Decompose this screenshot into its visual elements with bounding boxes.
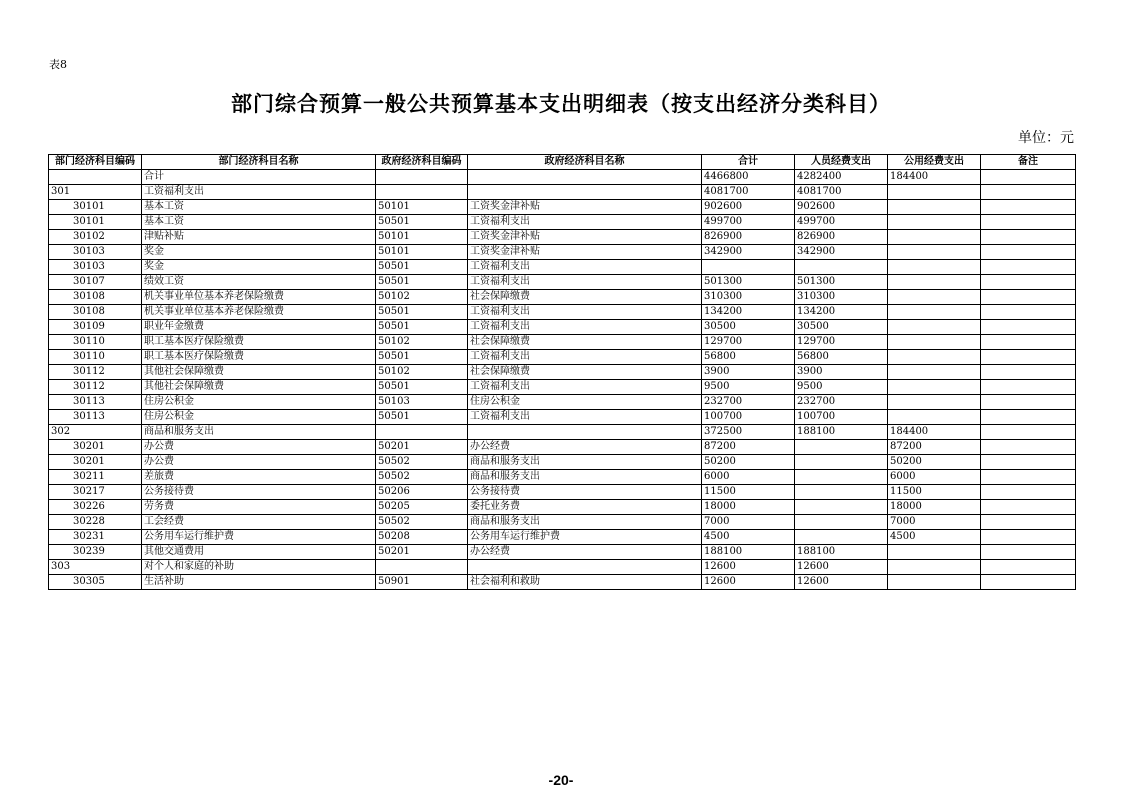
table-row [49, 260, 1076, 275]
gov-name-cell: 工资福利支出 [468, 275, 702, 290]
dept-code-cell: 30103 [49, 260, 142, 275]
dept-code-cell: 30101 [49, 200, 142, 215]
personnel-cell: 499700 [795, 215, 888, 230]
total-cell: 501300 [702, 275, 795, 290]
column-header: 备注 [981, 155, 1076, 170]
table-row [49, 425, 1076, 440]
dept-name-cell: 津贴补贴 [142, 230, 376, 245]
note-cell [981, 305, 1076, 320]
table-row [49, 230, 1076, 245]
gov-name-cell: 公务接待费 [468, 485, 702, 500]
gov-name-cell: 委托业务费 [468, 500, 702, 515]
gov-name-cell [468, 185, 702, 200]
gov-code-cell: 50201 [376, 545, 468, 560]
public-cell [888, 245, 981, 260]
personnel-cell: 100700 [795, 410, 888, 425]
table-row [49, 455, 1076, 470]
gov-code-cell: 50501 [376, 260, 468, 275]
personnel-cell: 4282400 [795, 170, 888, 185]
dept-code-cell: 30211 [49, 470, 142, 485]
gov-code-cell: 50102 [376, 290, 468, 305]
dept-name-cell: 职工基本医疗保险缴费 [142, 350, 376, 365]
dept-name-cell: 对个人和家庭的补助 [142, 560, 376, 575]
total-cell: 129700 [702, 335, 795, 350]
gov-code-cell: 50102 [376, 335, 468, 350]
gov-name-cell: 工资福利支出 [468, 305, 702, 320]
public-cell [888, 230, 981, 245]
gov-name-cell: 工资福利支出 [468, 260, 702, 275]
personnel-cell: 188100 [795, 545, 888, 560]
note-cell [981, 170, 1076, 185]
personnel-cell: 3900 [795, 365, 888, 380]
dept-code-cell: 30201 [49, 440, 142, 455]
personnel-cell: 310300 [795, 290, 888, 305]
total-cell: 310300 [702, 290, 795, 305]
note-cell [981, 380, 1076, 395]
personnel-cell: 134200 [795, 305, 888, 320]
dept-code-cell: 30110 [49, 335, 142, 350]
column-header: 政府经济科目名称 [468, 155, 702, 170]
column-header: 部门经济科目名称 [142, 155, 376, 170]
public-cell [888, 395, 981, 410]
table-row [49, 365, 1076, 380]
total-cell: 30500 [702, 320, 795, 335]
note-cell [981, 275, 1076, 290]
gov-code-cell [376, 185, 468, 200]
table-row [49, 575, 1076, 590]
note-cell [981, 485, 1076, 500]
note-cell [981, 530, 1076, 545]
public-cell [888, 290, 981, 305]
dept-code-cell: 30101 [49, 215, 142, 230]
public-cell [888, 335, 981, 350]
personnel-cell: 826900 [795, 230, 888, 245]
dept-name-cell: 绩效工资 [142, 275, 376, 290]
gov-name-cell [468, 170, 702, 185]
dept-code-cell: 30201 [49, 455, 142, 470]
total-cell: 12600 [702, 575, 795, 590]
personnel-cell [795, 500, 888, 515]
gov-name-cell: 公务用车运行维护费 [468, 530, 702, 545]
total-cell: 56800 [702, 350, 795, 365]
total-cell [702, 260, 795, 275]
note-cell [981, 545, 1076, 560]
note-cell [981, 290, 1076, 305]
public-cell [888, 410, 981, 425]
personnel-cell: 188100 [795, 425, 888, 440]
dept-code-cell: 301 [49, 185, 142, 200]
public-cell: 184400 [888, 425, 981, 440]
dept-name-cell: 差旅费 [142, 470, 376, 485]
public-cell [888, 350, 981, 365]
public-cell [888, 365, 981, 380]
dept-code-cell: 30107 [49, 275, 142, 290]
dept-name-cell: 基本工资 [142, 215, 376, 230]
gov-name-cell: 工资福利支出 [468, 380, 702, 395]
note-cell [981, 335, 1076, 350]
total-cell: 188100 [702, 545, 795, 560]
personnel-cell [795, 440, 888, 455]
personnel-cell [795, 455, 888, 470]
public-cell [888, 380, 981, 395]
gov-name-cell: 工资福利支出 [468, 215, 702, 230]
dept-code-cell: 30113 [49, 395, 142, 410]
public-cell [888, 575, 981, 590]
column-header: 人员经费支出 [795, 155, 888, 170]
public-cell: 50200 [888, 455, 981, 470]
public-cell [888, 560, 981, 575]
personnel-cell: 501300 [795, 275, 888, 290]
table-row [49, 395, 1076, 410]
gov-name-cell: 工资奖金津补贴 [468, 245, 702, 260]
total-cell: 134200 [702, 305, 795, 320]
unit-label: 单位：元 [1018, 130, 1074, 146]
dept-name-cell: 办公费 [142, 440, 376, 455]
total-cell: 4466800 [702, 170, 795, 185]
column-header: 部门经济科目编码 [49, 155, 142, 170]
gov-name-cell: 社会保障缴费 [468, 290, 702, 305]
dept-code-cell: 30109 [49, 320, 142, 335]
total-cell: 7000 [702, 515, 795, 530]
dept-code-cell: 30226 [49, 500, 142, 515]
total-cell: 342900 [702, 245, 795, 260]
gov-code-cell: 50101 [376, 230, 468, 245]
dept-name-cell: 劳务费 [142, 500, 376, 515]
personnel-cell: 56800 [795, 350, 888, 365]
gov-name-cell: 工资奖金津补贴 [468, 230, 702, 245]
total-cell: 12600 [702, 560, 795, 575]
table-row [49, 485, 1076, 500]
dept-code-cell: 30112 [49, 380, 142, 395]
total-cell: 4081700 [702, 185, 795, 200]
table-row [49, 170, 1076, 185]
gov-name-cell: 社会保障缴费 [468, 365, 702, 380]
gov-code-cell: 50102 [376, 365, 468, 380]
dept-name-cell: 工资福利支出 [142, 185, 376, 200]
table-header-row [49, 155, 1076, 170]
note-cell [981, 365, 1076, 380]
gov-code-cell: 50501 [376, 380, 468, 395]
table-row [49, 290, 1076, 305]
public-cell [888, 200, 981, 215]
dept-name-cell: 其他社会保障缴费 [142, 380, 376, 395]
personnel-cell: 9500 [795, 380, 888, 395]
note-cell [981, 350, 1076, 365]
gov-code-cell: 50205 [376, 500, 468, 515]
note-cell [981, 500, 1076, 515]
dept-name-cell: 住房公积金 [142, 410, 376, 425]
note-cell [981, 440, 1076, 455]
gov-code-cell [376, 425, 468, 440]
dept-name-cell: 奖金 [142, 245, 376, 260]
dept-name-cell: 商品和服务支出 [142, 425, 376, 440]
gov-code-cell: 50502 [376, 470, 468, 485]
personnel-cell [795, 515, 888, 530]
gov-code-cell [376, 560, 468, 575]
expenditure-table [48, 154, 1076, 590]
gov-code-cell: 50201 [376, 440, 468, 455]
table-row [49, 500, 1076, 515]
personnel-cell: 232700 [795, 395, 888, 410]
gov-name-cell: 住房公积金 [468, 395, 702, 410]
note-cell [981, 425, 1076, 440]
dept-code-cell: 30103 [49, 245, 142, 260]
gov-code-cell: 50101 [376, 245, 468, 260]
table-row [49, 440, 1076, 455]
personnel-cell: 129700 [795, 335, 888, 350]
gov-code-cell: 50501 [376, 215, 468, 230]
gov-code-cell: 50501 [376, 410, 468, 425]
gov-code-cell: 50101 [376, 200, 468, 215]
gov-code-cell: 50206 [376, 485, 468, 500]
table-row [49, 305, 1076, 320]
table-row [49, 545, 1076, 560]
gov-name-cell: 社会保障缴费 [468, 335, 702, 350]
total-cell: 9500 [702, 380, 795, 395]
table-row [49, 470, 1076, 485]
column-header: 合计 [702, 155, 795, 170]
table-row [49, 200, 1076, 215]
gov-code-cell: 50501 [376, 320, 468, 335]
note-cell [981, 560, 1076, 575]
dept-code-cell: 30108 [49, 290, 142, 305]
dept-code-cell: 30108 [49, 305, 142, 320]
personnel-cell: 4081700 [795, 185, 888, 200]
dept-code-cell: 30217 [49, 485, 142, 500]
dept-code-cell: 30110 [49, 350, 142, 365]
note-cell [981, 410, 1076, 425]
total-cell: 826900 [702, 230, 795, 245]
personnel-cell: 12600 [795, 560, 888, 575]
note-cell [981, 455, 1076, 470]
gov-code-cell: 50901 [376, 575, 468, 590]
total-cell: 6000 [702, 470, 795, 485]
dept-name-cell: 其他社会保障缴费 [142, 365, 376, 380]
note-cell [981, 260, 1076, 275]
public-cell [888, 260, 981, 275]
gov-code-cell: 50103 [376, 395, 468, 410]
public-cell [888, 275, 981, 290]
table-row [49, 275, 1076, 290]
table-row [49, 335, 1076, 350]
dept-code-cell: 30113 [49, 410, 142, 425]
note-cell [981, 185, 1076, 200]
gov-name-cell: 商品和服务支出 [468, 470, 702, 485]
page-title: 部门综合预算一般公共预算基本支出明细表（按支出经济分类科目） [231, 92, 891, 116]
column-header: 政府经济科目编码 [376, 155, 468, 170]
gov-name-cell: 工资福利支出 [468, 320, 702, 335]
table-row [49, 530, 1076, 545]
dept-code-cell: 303 [49, 560, 142, 575]
total-cell: 3900 [702, 365, 795, 380]
dept-code-cell: 30305 [49, 575, 142, 590]
note-cell [981, 245, 1076, 260]
gov-name-cell: 工资福利支出 [468, 350, 702, 365]
gov-name-cell: 工资奖金津补贴 [468, 200, 702, 215]
table-row [49, 560, 1076, 575]
personnel-cell: 12600 [795, 575, 888, 590]
gov-name-cell: 工资福利支出 [468, 410, 702, 425]
total-cell: 372500 [702, 425, 795, 440]
note-cell [981, 515, 1076, 530]
total-cell: 499700 [702, 215, 795, 230]
dept-name-cell: 职工基本医疗保险缴费 [142, 335, 376, 350]
dept-name-cell: 奖金 [142, 260, 376, 275]
public-cell: 18000 [888, 500, 981, 515]
dept-code-cell: 30231 [49, 530, 142, 545]
gov-code-cell: 50502 [376, 455, 468, 470]
gov-name-cell: 社会福利和救助 [468, 575, 702, 590]
public-cell: 6000 [888, 470, 981, 485]
note-cell [981, 395, 1076, 410]
note-cell [981, 575, 1076, 590]
note-cell [981, 215, 1076, 230]
note-cell [981, 470, 1076, 485]
personnel-cell [795, 260, 888, 275]
dept-name-cell: 工会经费 [142, 515, 376, 530]
note-cell [981, 200, 1076, 215]
gov-code-cell: 50208 [376, 530, 468, 545]
dept-code-cell [49, 170, 142, 185]
dept-name-cell: 公务接待费 [142, 485, 376, 500]
dept-code-cell: 30102 [49, 230, 142, 245]
dept-name-cell: 办公费 [142, 455, 376, 470]
personnel-cell: 342900 [795, 245, 888, 260]
column-header: 公用经费支出 [888, 155, 981, 170]
table-label: 表8 [49, 58, 67, 71]
public-cell: 184400 [888, 170, 981, 185]
public-cell [888, 305, 981, 320]
dept-code-cell: 30112 [49, 365, 142, 380]
public-cell: 4500 [888, 530, 981, 545]
gov-name-cell [468, 560, 702, 575]
personnel-cell [795, 485, 888, 500]
dept-name-cell: 公务用车运行维护费 [142, 530, 376, 545]
total-cell: 18000 [702, 500, 795, 515]
table-row [49, 215, 1076, 230]
dept-name-cell: 基本工资 [142, 200, 376, 215]
table-row [49, 350, 1076, 365]
dept-code-cell: 30239 [49, 545, 142, 560]
page-number: -20- [548, 772, 574, 788]
dept-name-cell: 其他交通费用 [142, 545, 376, 560]
table-row [49, 410, 1076, 425]
total-cell: 902600 [702, 200, 795, 215]
personnel-cell [795, 470, 888, 485]
table-body [49, 170, 1076, 590]
table-row [49, 320, 1076, 335]
gov-code-cell [376, 170, 468, 185]
public-cell [888, 215, 981, 230]
table-row [49, 245, 1076, 260]
table-row [49, 380, 1076, 395]
personnel-cell: 902600 [795, 200, 888, 215]
total-cell: 87200 [702, 440, 795, 455]
total-cell: 50200 [702, 455, 795, 470]
table-row [49, 185, 1076, 200]
dept-code-cell: 302 [49, 425, 142, 440]
public-cell [888, 185, 981, 200]
table-row [49, 515, 1076, 530]
personnel-cell: 30500 [795, 320, 888, 335]
dept-name-cell: 机关事业单位基本养老保险缴费 [142, 305, 376, 320]
dept-name-cell: 住房公积金 [142, 395, 376, 410]
public-cell: 87200 [888, 440, 981, 455]
dept-name-cell: 合计 [142, 170, 376, 185]
gov-name-cell: 办公经费 [468, 545, 702, 560]
total-cell: 100700 [702, 410, 795, 425]
gov-code-cell: 50502 [376, 515, 468, 530]
personnel-cell [795, 530, 888, 545]
public-cell [888, 545, 981, 560]
gov-code-cell: 50501 [376, 350, 468, 365]
gov-code-cell: 50501 [376, 305, 468, 320]
gov-name-cell: 商品和服务支出 [468, 515, 702, 530]
dept-name-cell: 机关事业单位基本养老保险缴费 [142, 290, 376, 305]
gov-name-cell: 办公经费 [468, 440, 702, 455]
total-cell: 232700 [702, 395, 795, 410]
gov-name-cell: 商品和服务支出 [468, 455, 702, 470]
public-cell: 11500 [888, 485, 981, 500]
note-cell [981, 230, 1076, 245]
gov-name-cell [468, 425, 702, 440]
public-cell [888, 320, 981, 335]
public-cell: 7000 [888, 515, 981, 530]
dept-code-cell: 30228 [49, 515, 142, 530]
dept-name-cell: 生活补助 [142, 575, 376, 590]
gov-code-cell: 50501 [376, 275, 468, 290]
total-cell: 4500 [702, 530, 795, 545]
total-cell: 11500 [702, 485, 795, 500]
note-cell [981, 320, 1076, 335]
dept-name-cell: 职业年金缴费 [142, 320, 376, 335]
